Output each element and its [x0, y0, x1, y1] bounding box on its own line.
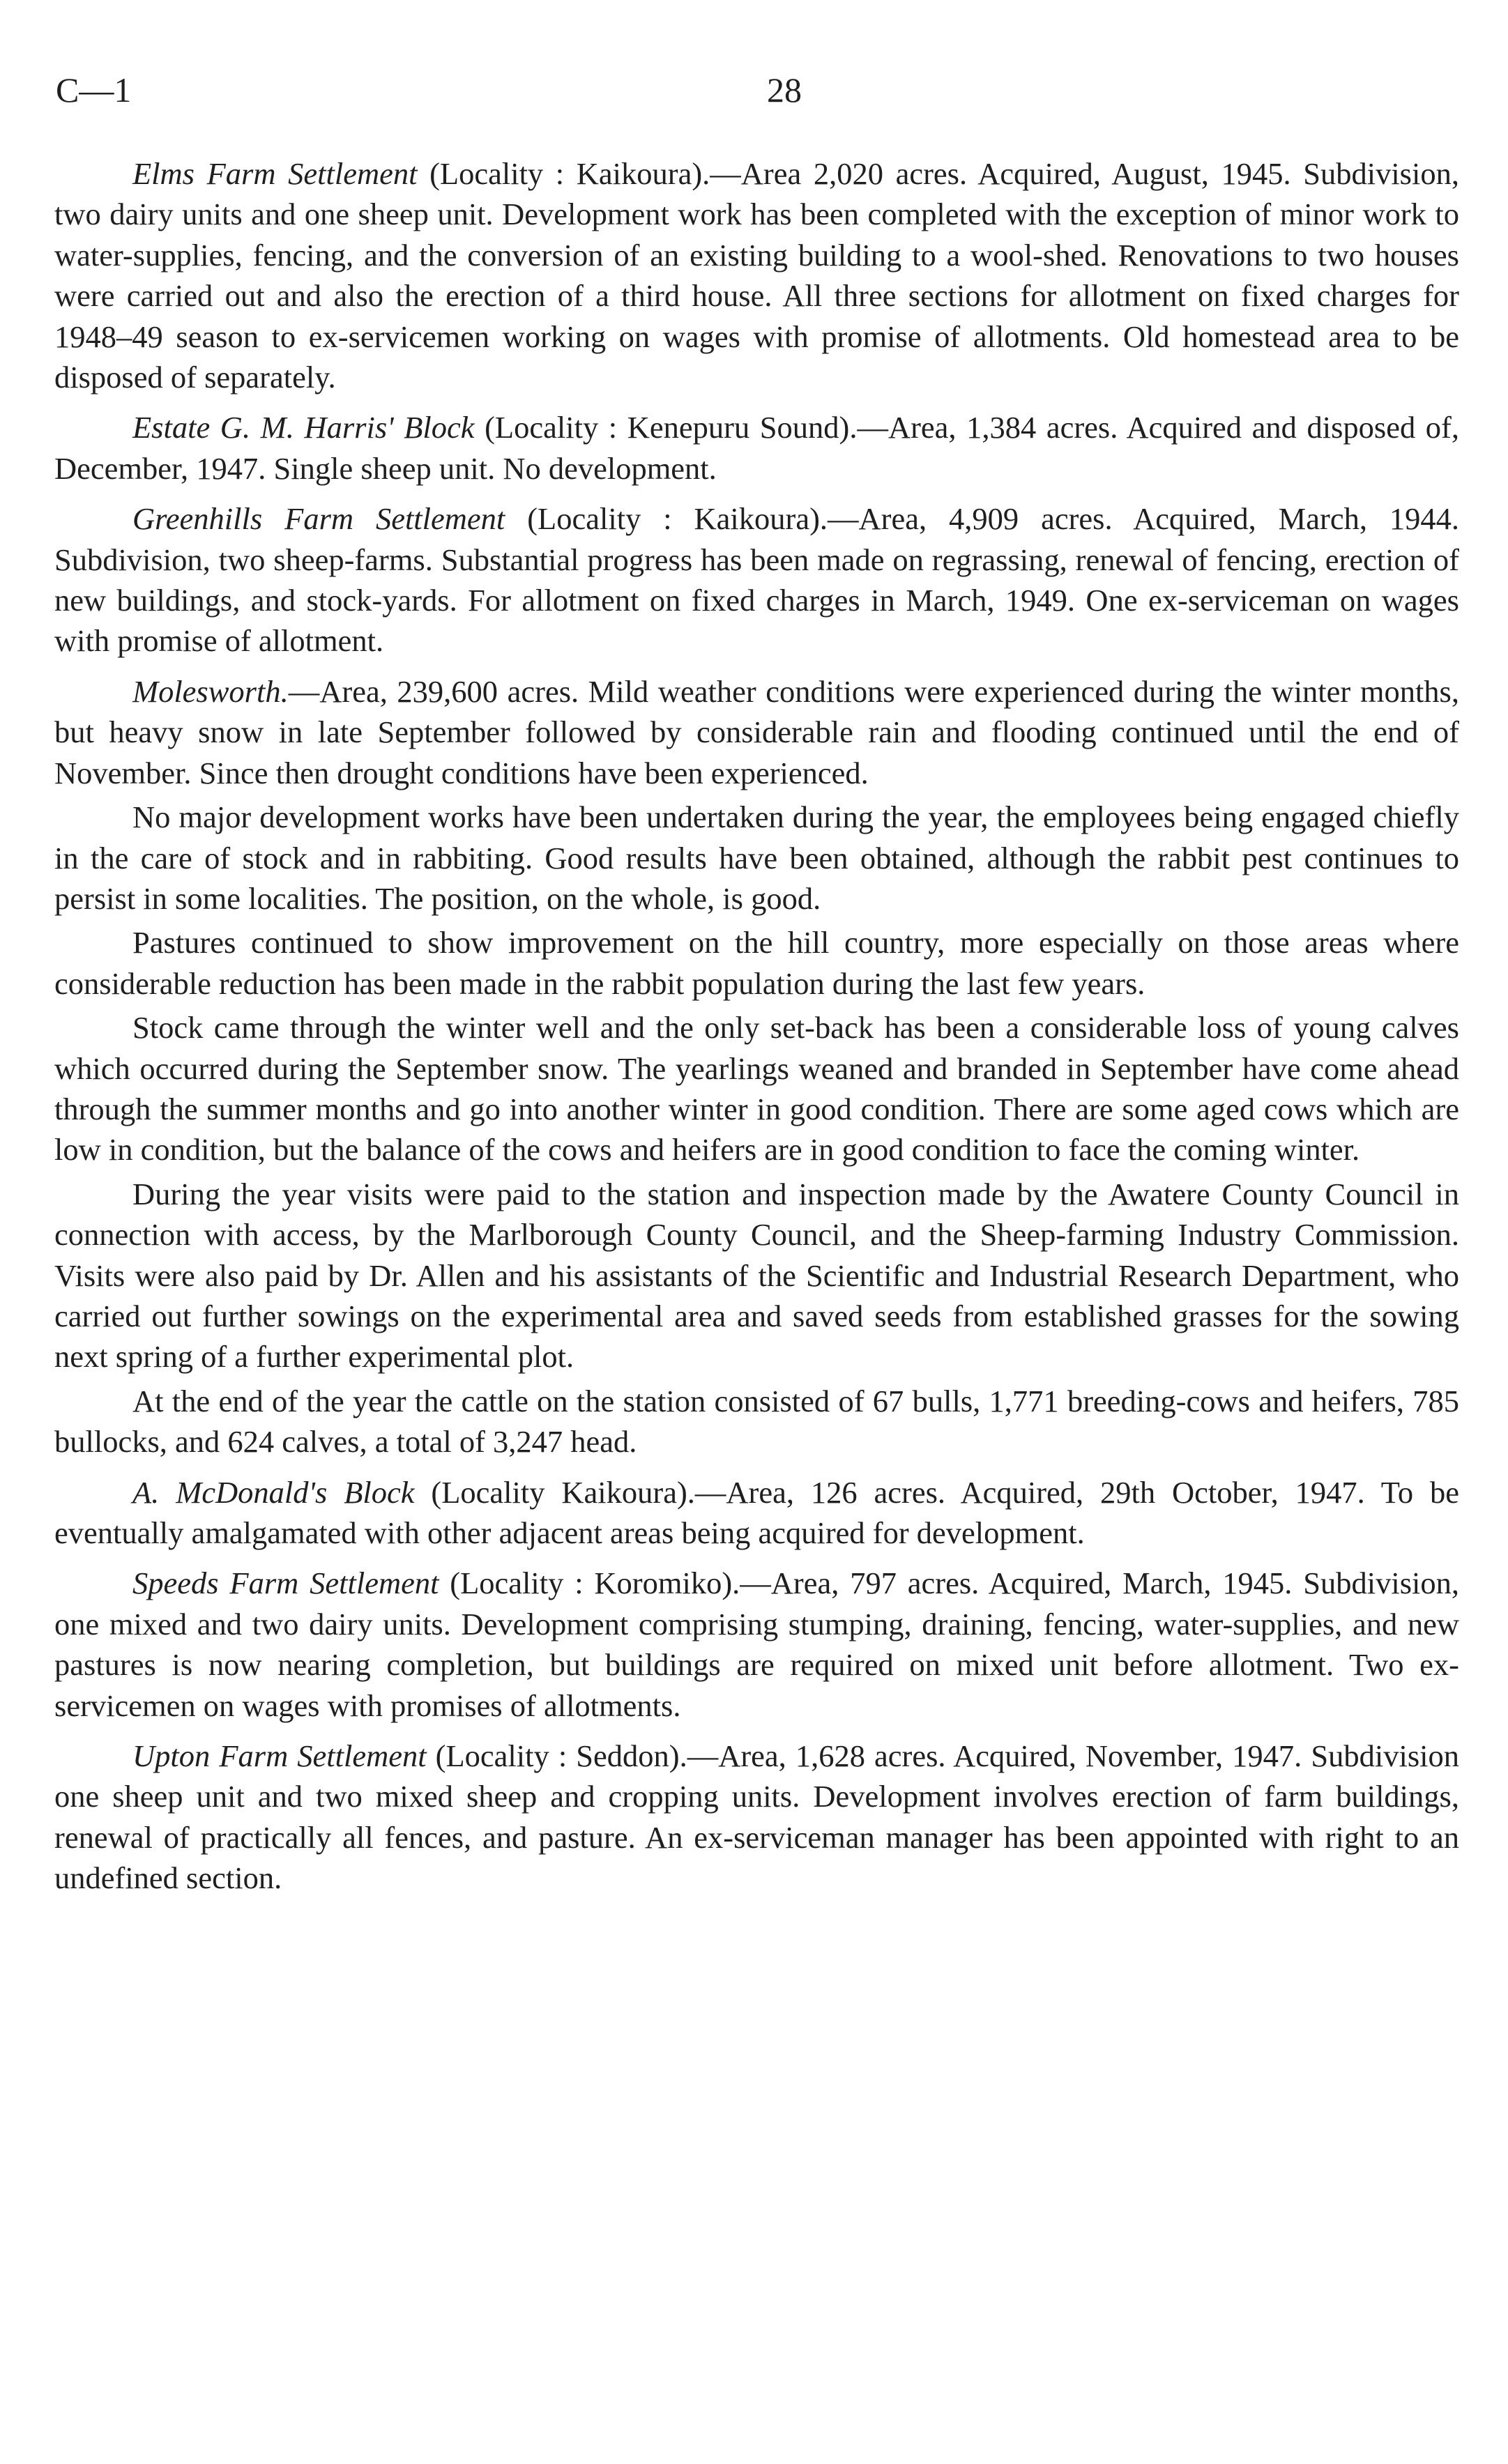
paragraph-title: Elms Farm Settlement — [132, 156, 418, 191]
document-body — [54, 153, 1459, 1902]
paragraph-title: Upton Farm Settlement — [132, 1738, 427, 1774]
paragraph-title: Estate G. M. Harris' Block — [132, 410, 475, 445]
paragraph-upton-farm-settlement — [54, 1736, 1459, 1899]
paragraph-text: At the end of the year the cattle on the station consisted of 67 bulls, 1,771 breeding-cows and heifers, 785 bullocks, and 624 calves, a total of 3,247 head. — [54, 1383, 1459, 1460]
paragraph-text: (Locality : Koromiko).—Area, 797 acres. Acquired, March, 1945. Subdivision, one mixed and two dairy units. Development comprising stumping, draining, fencing, water-supplies, and new pastures is now nearing completion, but buildings are required on mixed unit before allotment. Two ex-servicemen on wages with promises of allotments. — [54, 1566, 1460, 1723]
paragraph-title: Greenhills Farm Settlement — [132, 501, 505, 537]
paragraph-elms-farm-settlement — [54, 153, 1459, 397]
paragraph-title: Molesworth. — [132, 673, 289, 709]
paragraph-molesworth-cattle — [54, 1381, 1459, 1462]
paragraph-molesworth-pastures — [54, 922, 1459, 1004]
paragraph-greenhills-farm-settlement — [54, 498, 1459, 661]
paragraph-text: —Area, 239,600 acres. Mild weather conditions were experienced during the winter months, but heavy snow in late September followed by considerable rain and flooding continued until the end of November. Since then drought conditions have been experienced. — [54, 673, 1459, 790]
paragraph-molesworth-stock — [54, 1007, 1459, 1170]
paragraph-molesworth — [54, 671, 1459, 793]
paragraph-title: A. McDonald's Block — [132, 1474, 415, 1510]
paragraph-text: (Locality : Kaikoura).—Area 2,020 acres. Acquired, August, 1945. Subdivision, two dairy units and one sheep unit. Development work has been completed with the exception of minor work to water-supplies, fencing, and the conversion of an existing building to a wool-shed. Renovations to two houses were carried out and also the erection of a third house. All three sections for allotment on fixed charges for 1948–49 season to ex-servicemen working on wages with promise of allotments. Old homestead area to be disposed of separately. — [54, 156, 1459, 395]
paragraph-text: (Locality : Kaikoura).—Area, 4,909 acres. Acquired, March, 1944. Subdivision, two sheep-farms. Substantial progress has been made on regrassing, renewal of fencing, erection of new buildings, and stock-yards. For allotment on fixed charges in March, 1949. One ex-serviceman on wages with promise of allotment. — [54, 501, 1459, 659]
paragraph-speeds-farm-settlement — [54, 1563, 1459, 1726]
paragraph-text: (Locality Kaikoura).—Area, 126 acres. Acquired, 29th October, 1947. To be eventually amalgamated with other adjacent areas being acquired for development. — [54, 1474, 1459, 1550]
paragraph-molesworth-development — [54, 797, 1459, 919]
page-header — [56, 70, 1457, 118]
paragraph-text: During the year visits were paid to the station and inspection made by the Awatere County Council in connection with access, by the Marlborough County Council, and the Sheep-farming Industry Commission. Visits were also paid by Dr. Allen and his assistants of the Scientific and Industrial Research Department, who carried out further sowings on the experimental area and saved seeds from established grasses for the sowing next spring of a further experimental plot. — [54, 1176, 1459, 1375]
paragraph-molesworth-visits — [54, 1174, 1459, 1377]
paragraph-mcdonald-block — [54, 1472, 1459, 1554]
paragraph-text: (Locality : Kenepuru Sound).—Area, 1,384 acres. Acquired and disposed of, December, 1947. Single sheep unit. No development. — [54, 410, 1459, 486]
document-reference: C—1 — [56, 70, 132, 109]
paragraph-text: Stock came through the winter well and the only set-back has been a considerable loss of young calves which occurred during the September snow. The yearlings weaned and branded in September have come ahead through the summer months and go into another winter in good condition. There are some aged cows which are low in condition, but the balance of the cows and heifers are in good condition to face the coming winter. — [54, 1010, 1459, 1168]
page-number: 28 — [767, 70, 802, 109]
paragraph-text: Pastures continued to show improvement on the hill country, more especially on those areas where considerable reduction has been made in the rabbit population during the last few years. — [54, 925, 1459, 1001]
paragraph-title: Speeds Farm Settlement — [132, 1566, 439, 1601]
paragraph-harris-block — [54, 407, 1459, 489]
paragraph-text: No major development works have been undertaken during the year, the employees being engaged chiefly in the care of stock and in rabbiting. Good results have been obtained, although the rabbit pest continues to persist in some localities. The position, on the whole, is good. — [54, 799, 1459, 916]
paragraph-text: (Locality : Seddon).—Area, 1,628 acres. Acquired, November, 1947. Subdivision one sheep unit and two mixed sheep and cropping units. Development involves erection of farm buildings, renewal of practically all fences, and pasture. An ex-serviceman manager has been appointed with right to an undefined section. — [54, 1738, 1459, 1896]
